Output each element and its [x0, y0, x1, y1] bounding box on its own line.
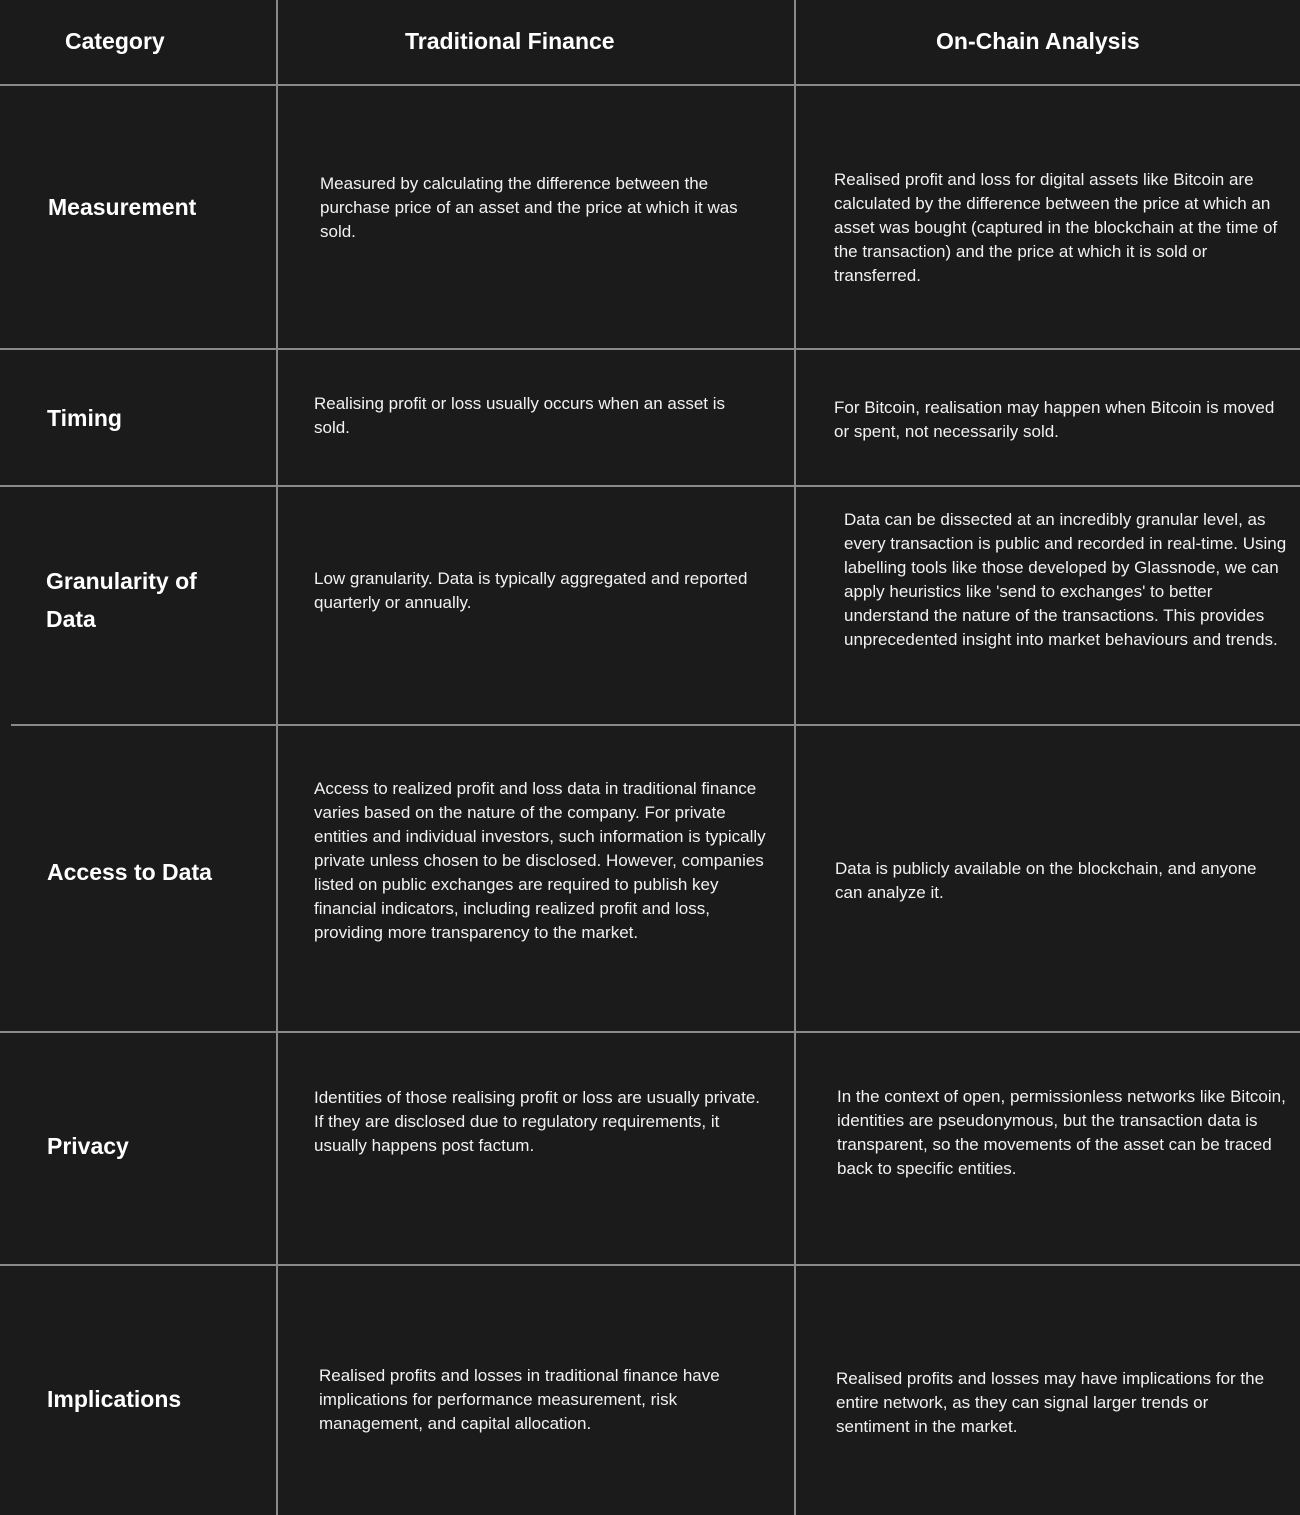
- traditional-cell: Identities of those realising profit or loss are usually private. If they are disclosed due to regulatory requirements, it usually happens post factum.: [314, 1088, 761, 1155]
- traditional-cell: Low granularity. Data is typically aggregated and reported quarterly or annually.: [314, 569, 748, 612]
- row-category: Implications: [47, 1386, 182, 1412]
- row-category: Granularity of Data: [46, 568, 197, 632]
- onchain-cell: In the context of open, permissionless networks like Bitcoin, identities are pseudonymous, but the transaction data is transparent, so the movements of the asset can be traced back to specific entities.: [837, 1087, 1286, 1178]
- row-divider: [0, 1264, 1300, 1266]
- onchain-cell: Realised profit and loss for digital assets like Bitcoin are calculated by the difference between the price at which an asset was bought (captured in the blockchain at the time of the transaction) and the price at which it is sold or transferred.: [834, 170, 1278, 285]
- onchain-cell: Data is publicly available on the blockchain, and anyone can analyze it.: [835, 859, 1257, 902]
- row-divider: [0, 1031, 1300, 1033]
- row-category: Timing: [47, 405, 122, 431]
- row-category: Privacy: [47, 1133, 129, 1159]
- header-traditional-finance: Traditional Finance: [405, 28, 615, 54]
- row-category: Measurement: [48, 194, 197, 220]
- row-divider: [0, 485, 1300, 487]
- header-on-chain-analysis: On-Chain Analysis: [936, 28, 1140, 54]
- column-divider: [276, 0, 278, 1515]
- row-category: Access to Data: [47, 859, 212, 885]
- column-divider: [794, 0, 796, 1515]
- header-category: Category: [65, 28, 165, 54]
- onchain-cell: For Bitcoin, realisation may happen when Bitcoin is moved or spent, not necessarily sold.: [834, 398, 1275, 441]
- row-divider: [11, 724, 1300, 726]
- traditional-cell: Realising profit or loss usually occurs when an asset is sold.: [314, 394, 726, 437]
- traditional-cell: Realised profits and losses in traditional finance have implications for performance measurement, risk management, and capital allocation.: [319, 1366, 720, 1433]
- onchain-cell: Realised profits and losses may have implications for the entire network, as they can signal larger trends or sentiment in the market.: [836, 1369, 1265, 1436]
- traditional-cell: Access to realized profit and loss data in traditional finance varies based on the nature of the company. For private entities and individual investors, such information is typically private unless chosen to be disclosed. However, companies listed on public exchanges are required to publish key financial indicators, including realized profit and loss, providing more transparency to the market.: [314, 779, 766, 942]
- row-divider: [0, 348, 1300, 350]
- traditional-cell: Measured by calculating the difference between the purchase price of an asset and the price at which it was sold.: [320, 174, 738, 241]
- onchain-cell: Data can be dissected at an incredibly granular level, as every transaction is public and recorded in real-time. Using labelling tools like those developed by Glassnode, we can apply heuristics like 'send to exchanges' to better understand the nature of the transactions. This provides unprecedented insight into market behaviours and trends.: [844, 510, 1287, 649]
- row-divider: [0, 84, 1300, 86]
